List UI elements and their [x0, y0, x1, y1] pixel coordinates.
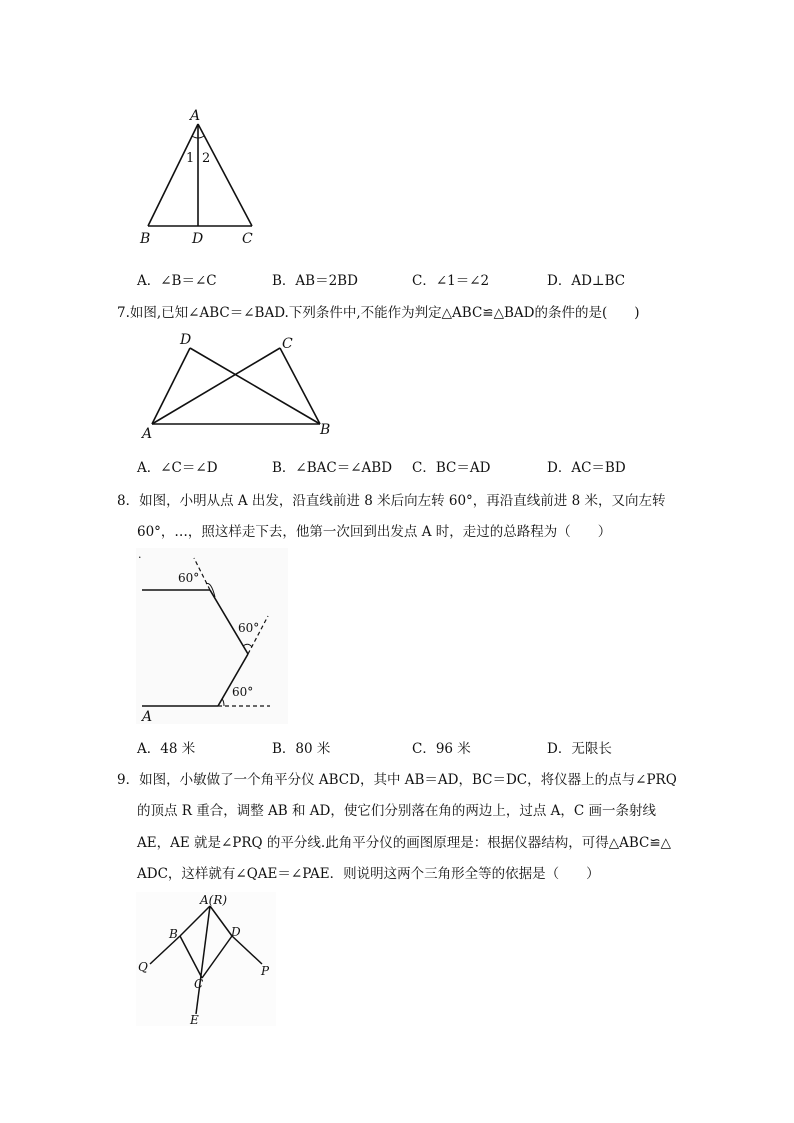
q6-option-c[interactable]: C．∠1＝∠2 — [412, 273, 490, 289]
q9-label-q: Q — [138, 960, 148, 974]
q9-stem-line4: ADC，这样就有∠QAE＝∠PAE．则说明这两个三角形全等的依据是（ ） — [137, 866, 600, 882]
label-b: B — [140, 231, 151, 247]
q8-option-b[interactable]: B．80 米 — [272, 741, 331, 757]
q9-stem-line3: AE，AE 就是∠PRQ 的平分线.此角平分仪的画图原理是：根据仪器结构，可得△ABC≌△ — [137, 835, 672, 851]
q6-option-d[interactable]: D．AD⊥BC — [547, 273, 626, 289]
q8-label-angle-bottom: 60° — [232, 685, 254, 699]
label-angle-1: 1 — [186, 151, 195, 166]
q8-edge-mark: . — [138, 548, 142, 561]
q7-figure — [138, 330, 338, 442]
label-d: D — [192, 231, 204, 247]
q8-label-angle-mid: 60° — [238, 621, 260, 635]
label-angle-2: 2 — [202, 151, 211, 166]
q8-stem-line2: 60°，…，照这样走下去，他第一次回到出发点 A 时，走过的总路程为（ ） — [137, 524, 612, 540]
q8-option-d[interactable]: D．无限长 — [547, 741, 612, 757]
q8-option-a[interactable]: A．48 米 — [137, 741, 196, 757]
q8-stem-line1: 8．如图，小明从点 A 出发，沿直线前进 8 米后向左转 60°，再沿直线前进 8 米，又向左转 — [117, 493, 666, 509]
q7-label-b: B — [320, 422, 331, 438]
q8-option-c[interactable]: C．96 米 — [412, 741, 471, 757]
triangle-figure — [135, 100, 265, 250]
q6-option-b[interactable]: B．AB＝2BD — [272, 273, 358, 289]
q7-stem: 7.如图,已知∠ABC＝∠BAD.下列条件中,不能作为判定△ABC≌△BAD的条件的是( ) — [117, 305, 640, 321]
label-c: C — [242, 231, 253, 247]
q7-label-d: D — [180, 332, 192, 348]
q7-option-b[interactable]: B．∠BAC＝∠ABD — [272, 460, 393, 476]
q9-label-e: E — [190, 1013, 199, 1027]
q8-label-a: A — [142, 709, 153, 725]
q7-option-d[interactable]: D．AC＝BD — [547, 460, 626, 476]
q7-label-c: C — [282, 336, 293, 352]
q8-figure — [136, 548, 292, 726]
q9-label-b: B — [169, 927, 178, 941]
side-ab — [148, 124, 198, 226]
label-a: A — [190, 108, 201, 124]
q7-label-a: A — [142, 426, 153, 442]
q9-label-a: A(R) — [200, 893, 228, 907]
q9-label-p: P — [261, 964, 270, 978]
q7-option-a[interactable]: A．∠C＝∠D — [137, 460, 218, 476]
q9-label-d: D — [231, 925, 241, 939]
q9-label-c: C — [194, 977, 204, 991]
q9-figure — [134, 890, 284, 1030]
q7-option-c[interactable]: C．BC＝AD — [412, 460, 491, 476]
q9-stem-line1: 9．如图，小敏做了一个角平分仪 ABCD，其中 AB＝AD，BC＝DC，将仪器上的点与∠PRQ — [117, 772, 677, 788]
q8-label-angle-top: 60° — [178, 571, 200, 585]
side-ac — [198, 124, 252, 226]
q6-option-a[interactable]: A．∠B＝∠C — [137, 273, 217, 289]
q9-stem-line2: 的顶点 R 重合，调整 AB 和 AD，使它们分别落在角的两边上，过点 A，C 画一条射线 — [137, 803, 657, 819]
